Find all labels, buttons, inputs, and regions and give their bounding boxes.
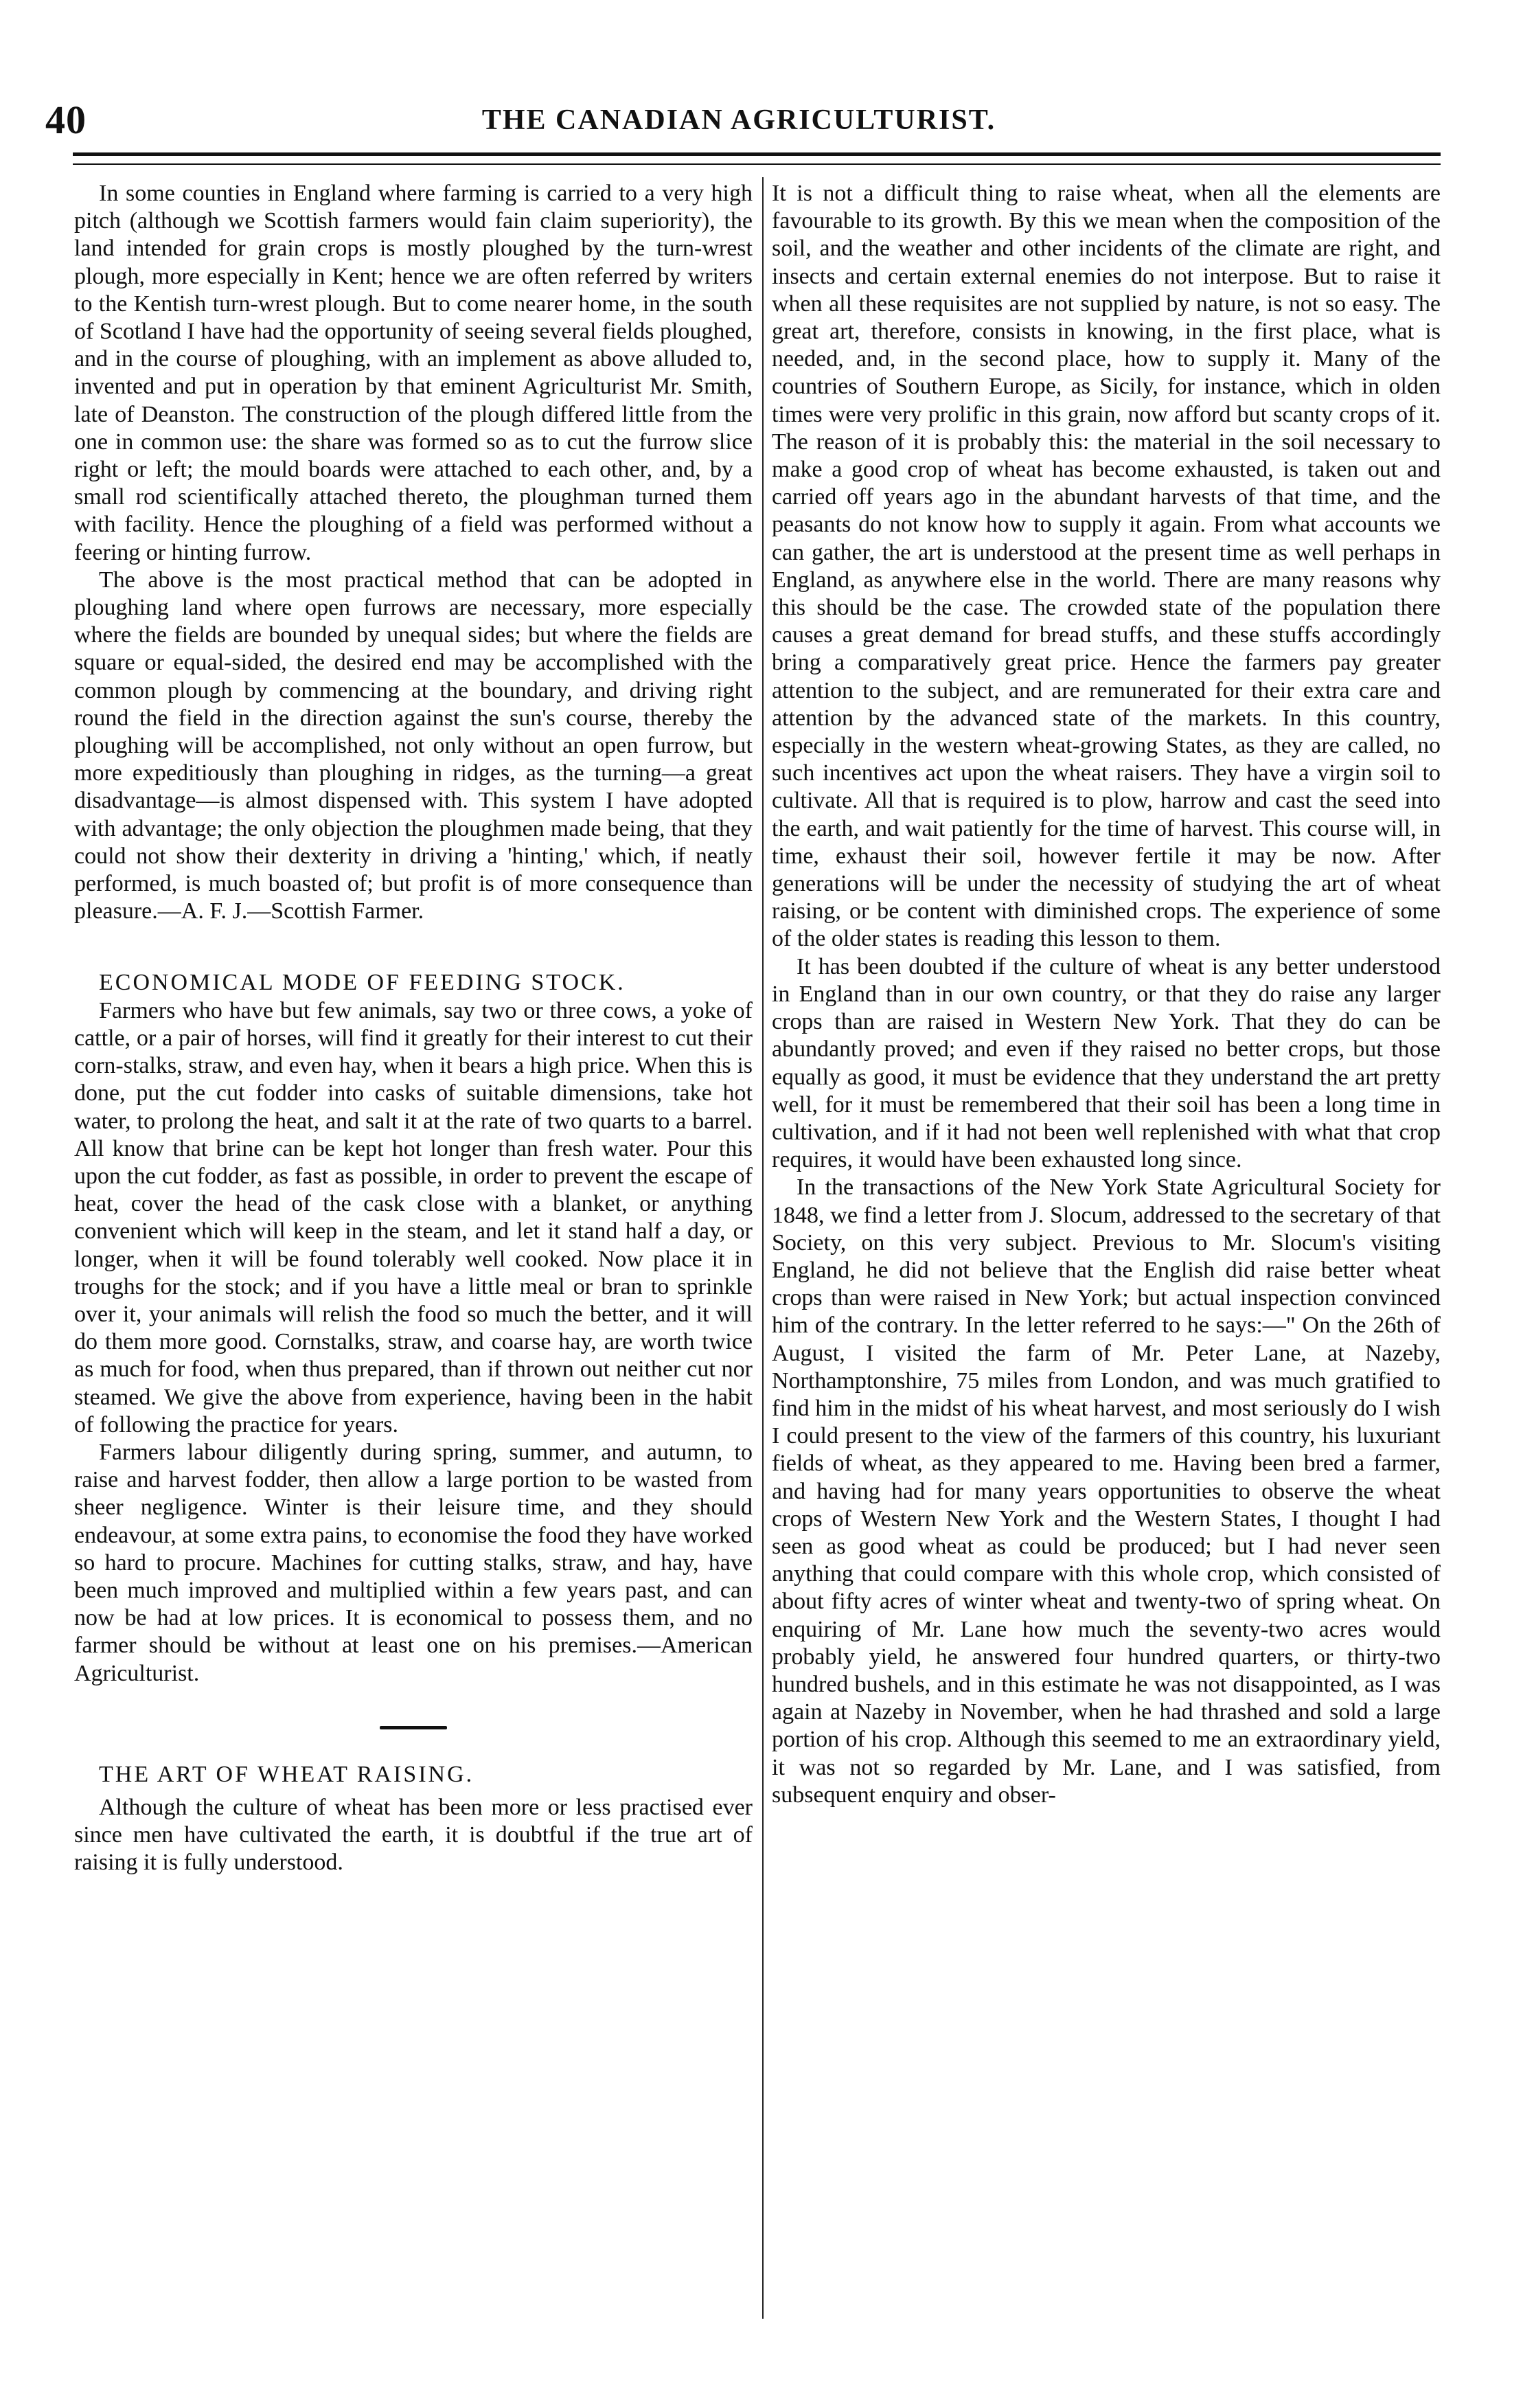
article-paragraph: It has been doubted if the culture of wheat is any better understood in England than in our own country, or that they do raise any larger crops than are raised in Western New York. That they do can be abundantly proved; and even if they raised no better crops, but those equally as good, it must be evidence that they understand the art pretty well, for it must be remembered that their soil has been a long time in cultivation, and if it had not been well replenished with what that crop requires, it would have been exhausted long since. — [772, 953, 1441, 1173]
article-paragraph: It is not a difficult thing to raise wheat, when all the elements are favourable to its growth. By this we mean when the composition of the soil, and the weather and other incidents of the climate are right, and insects and certain external enemies do not interpose. But to raise it when all these requisites are not supplied by nature, is not so easy. The great art, therefore, consists in knowing, in the first place, what is needed, and, in the second place, how to supply it. Many of the countries of Southern Europe, as Sicily, for instance, which in olden times were very prolific in this grain, now afford but scanty crops of it. The reason of it is probably this: the material in the soil necessary to make a good crop of wheat has become exhausted, is taken out and carried off years ago in the abundant harvests of that time, and the peasants do not know how to supply it again. From what accounts we can gather, the art is understood at the present time as well perhaps in England, as anywhere else in the world. There are many reasons why this should be the case. The crowded state of the population there causes a great demand for bread stuffs, and these stuffs accordingly bring a comparatively great price. Hence the farmers pay greater attention to the subject, and are remunerated for their extra care and attention by the advanced state of the markets. In this country, especially in the western wheat-growing States, as they are called, no such incentives act upon the wheat raisers. They have a virgin soil to cultivate. All that is required is to plow, harrow and cast the seed into the earth, and wait patiently for the time of harvest. This course will, in time, exhaust their soil, however fertile it may be now. After generations will be under the necessity of studying the art of wheat raising, or be content with diminished crops. The experience of some of the older states is reading this lesson to them. — [772, 181, 1441, 952]
section-heading-feeding-stock: ECONOMICAL MODE OF FEEDING STOCK. — [99, 970, 626, 996]
article-paragraph: In some counties in England where farming is carried to a very high pitch (although we Scottish farmers would fain claim superiority), the land intended for grain crops is mostly ploughed by the turn-wrest plough, more especially in Kent; hence we are often referred by writers to the Kentish turn-wrest plough. But to come nearer home, in the south of Scotland I have had the opportunity of seeing several fields ploughed, and in the course of ploughing, with an implement as above alluded to, invented and put in operation by that eminent Agriculturist Mr. Smith, late of Deanston. The construction of the plough differed little from the one in common use: the share was formed so as to cut the furrow slice right or left; the mould boards were attached to each other, and, by a small rod scientifically attached thereto, the ploughman turned them with facility. Hence the ploughing of a field was performed without a feering or hinting furrow. — [74, 181, 753, 565]
article-paragraph: Farmers labour diligently during spring, summer, and autumn, to raise and harvest fodder, then allow a large portion to be wasted from sheer negligence. Winter is their leisure time, and they should endeavour, at some extra pains, to economise the food they have worked so hard to procure. Machines for cutting stalks, straw, and hay, have been much improved and multiplied within a few years past, and can now be had at low prices. It is economical to possess them, and no farmer should be without at least one on his premises.—American Agriculturist. — [74, 1439, 753, 1686]
header-rule-thin — [73, 163, 1441, 165]
left-column — [74, 180, 753, 1877]
column-divider — [762, 177, 764, 2319]
article-paragraph: Farmers who have but few animals, say two or three cows, a yoke of cattle, or a pair of horses, will find it greatly for their interest to cut their corn-stalks, straw, and even hay, when it bears a high price. When this is done, put the cut fodder into casks of suitable dimensions, take hot water, to prolong the heat, and salt it at the rate of two quarts to a barrel. All know that brine can be kept hot longer than fresh water. Pour this upon the cut fodder, as fast as possible, in order to prevent the escape of heat, cover the head of the cask close with a blanket, or anything convenient which will keep in the steam, and let it stand half a day, or longer, when it will be found tolerably well cooked. Now place it in troughs for the stock; and if you have a little meal or bran to sprinkle over it, your animals will relish the food so much the better, and it will do them more good. Cornstalks, straw, and coarse hay, are worth twice as much for food, when thus prepared, than if thrown out neither cut nor steamed. We give the above from experience, having been in the habit of following the practice for years. — [74, 997, 753, 1438]
page-number: 40 — [45, 98, 87, 142]
article-paragraph: The above is the most practical method that can be adopted in ploughing land where open furrows are necessary, more especially where the fields are bounded by unequal sides; but where the fields are square or equal-sided, the desired end may be accomplished with the common plough by commencing at the boundary, and driving right round the field in the direction against the sun's course, thereby the ploughing will be accomplished, not only without an open furrow, but more expeditiously than ploughing in ridges, as the turning—a great disadvantage—is almost dispensed with. This system I have adopted with advantage; the only objection the ploughmen made being, that they could not show their dexterity in driving a 'hinting,' which, if neatly performed, is much boasted of; but profit is of more consequence than pleasure.—A. F. J.—Scottish Farmer. — [74, 567, 753, 924]
article-paragraph: In the transactions of the New York State Agricultural Society for 1848, we find a letter from J. Slocum, addressed to the secretary of that Society, on this very subject. Previous to Mr. Slocum's visiting England, he did not believe that the English did raise better wheat crops than were raised in New York; but actual inspection convinced him of the contrary. In the letter referred to he says:—" On the 26th of August, I visited the farm of Mr. Peter Lane, at Nazeby, Northamptonshire, 75 miles from London, and was much gratified to find him in the midst of his wheat harvest, and most seriously do I wish I could present to the view of the farmers of this country, his luxuriant fields of wheat, as they appeared to me. Having been bred a farmer, and having had for many years opportunities to observe the wheat crops of Western New York and the Western States, I thought I had seen as good wheat as could be produced; but I had never seen anything that could compare with this whole crop, which consisted of about fifty acres of winter wheat and twenty-two of spring wheat. On enquiring of Mr. Lane how much the seventy-two acres would probably yield, he answered four hundred quarters, or thirty-two hundred bushels, and in this estimate he was not disappointed, as I was again at Nazeby in November, when he had thrashed and sold a large portion of his crop. Although this seemed to me an extraordinary yield, it was not so regarded by Mr. Lane, and I was satisfied, from subsequent enquiry and obser- — [772, 1174, 1441, 1808]
article-paragraph: Although the culture of wheat has been more or less practised ever since men have cultivated the earth, it is doubtful if the true art of raising it is fully understood. — [74, 1794, 753, 1876]
right-column — [772, 180, 1441, 1809]
section-heading-wheat-raising: THE ART OF WHEAT RAISING. — [99, 1761, 474, 1787]
header-rule-thick — [73, 152, 1441, 156]
running-title: THE CANADIAN AGRICULTURIST. — [481, 104, 996, 136]
page-header — [45, 95, 1432, 146]
